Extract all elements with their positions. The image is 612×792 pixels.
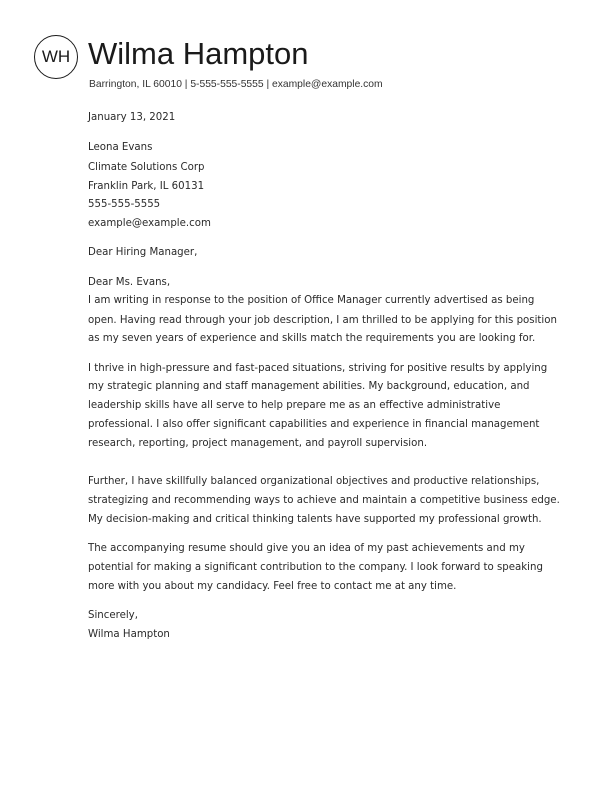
greeting-personal: Dear Ms. Evans,: [88, 277, 171, 288]
paragraph-1-line-2: open. Having read through your job description, I am thrilled to be applying for this position: [88, 315, 557, 326]
paragraph-2-line-3: leadership skills have all serve to help prepare me as an effective administrative: [88, 400, 501, 411]
paragraph-4-line-3: more with you about my candidacy. Feel free to contact me at any time.: [88, 581, 457, 592]
paragraph-4-line-2: potential for making a significant contribution to the company. I look forward to speaking: [88, 562, 543, 573]
greeting-general: Dear Hiring Manager,: [88, 247, 198, 258]
recipient-name: Leona Evans: [88, 142, 153, 153]
contact-line: Barrington, IL 60010 | 5-555-555-5555 | example@example.com: [89, 79, 383, 90]
paragraph-3-line-2: strategizing and recommending ways to achieve and maintain a competitive business edge.: [88, 495, 560, 506]
monogram-initials: WH: [41, 47, 71, 66]
paragraph-2-line-2: my strategic planning and staff management abilities. My background, education, and: [88, 381, 530, 392]
recipient-company: Climate Solutions Corp: [88, 162, 205, 173]
paragraph-1-line-3: as my seven years of experience and skills match the requirements you are looking for.: [88, 333, 536, 344]
paragraph-3-line-3: My decision-making and critical thinking talents have supported my professional growth.: [88, 514, 542, 525]
closing: Sincerely,: [88, 610, 138, 621]
recipient-phone: 555-555-5555: [88, 199, 161, 210]
paragraph-2-line-5: research, reporting, project management, and payroll supervision.: [88, 438, 428, 449]
signature-name: Wilma Hampton: [88, 629, 170, 640]
paragraph-4-line-1: The accompanying resume should give you an idea of my past achievements and my: [88, 543, 525, 554]
applicant-name: Wilma Hampton: [88, 36, 309, 71]
paragraph-2-line-1: I thrive in high-pressure and fast-paced situations, striving for positive results by applying: [88, 363, 548, 374]
paragraph-2-line-4: professional. I also offer significant capabilities and experience in financial management: [88, 419, 540, 430]
letter-date: January 13, 2021: [88, 112, 176, 123]
paragraph-1-line-1: I am writing in response to the position of Office Manager currently advertised as being: [88, 295, 535, 306]
recipient-city: Franklin Park, IL 60131: [88, 181, 205, 192]
recipient-email: example@example.com: [88, 218, 211, 229]
monogram-badge: [34, 35, 78, 79]
paragraph-3-line-1: Further, I have skillfully balanced organizational objectives and productive relationships,: [88, 476, 540, 487]
